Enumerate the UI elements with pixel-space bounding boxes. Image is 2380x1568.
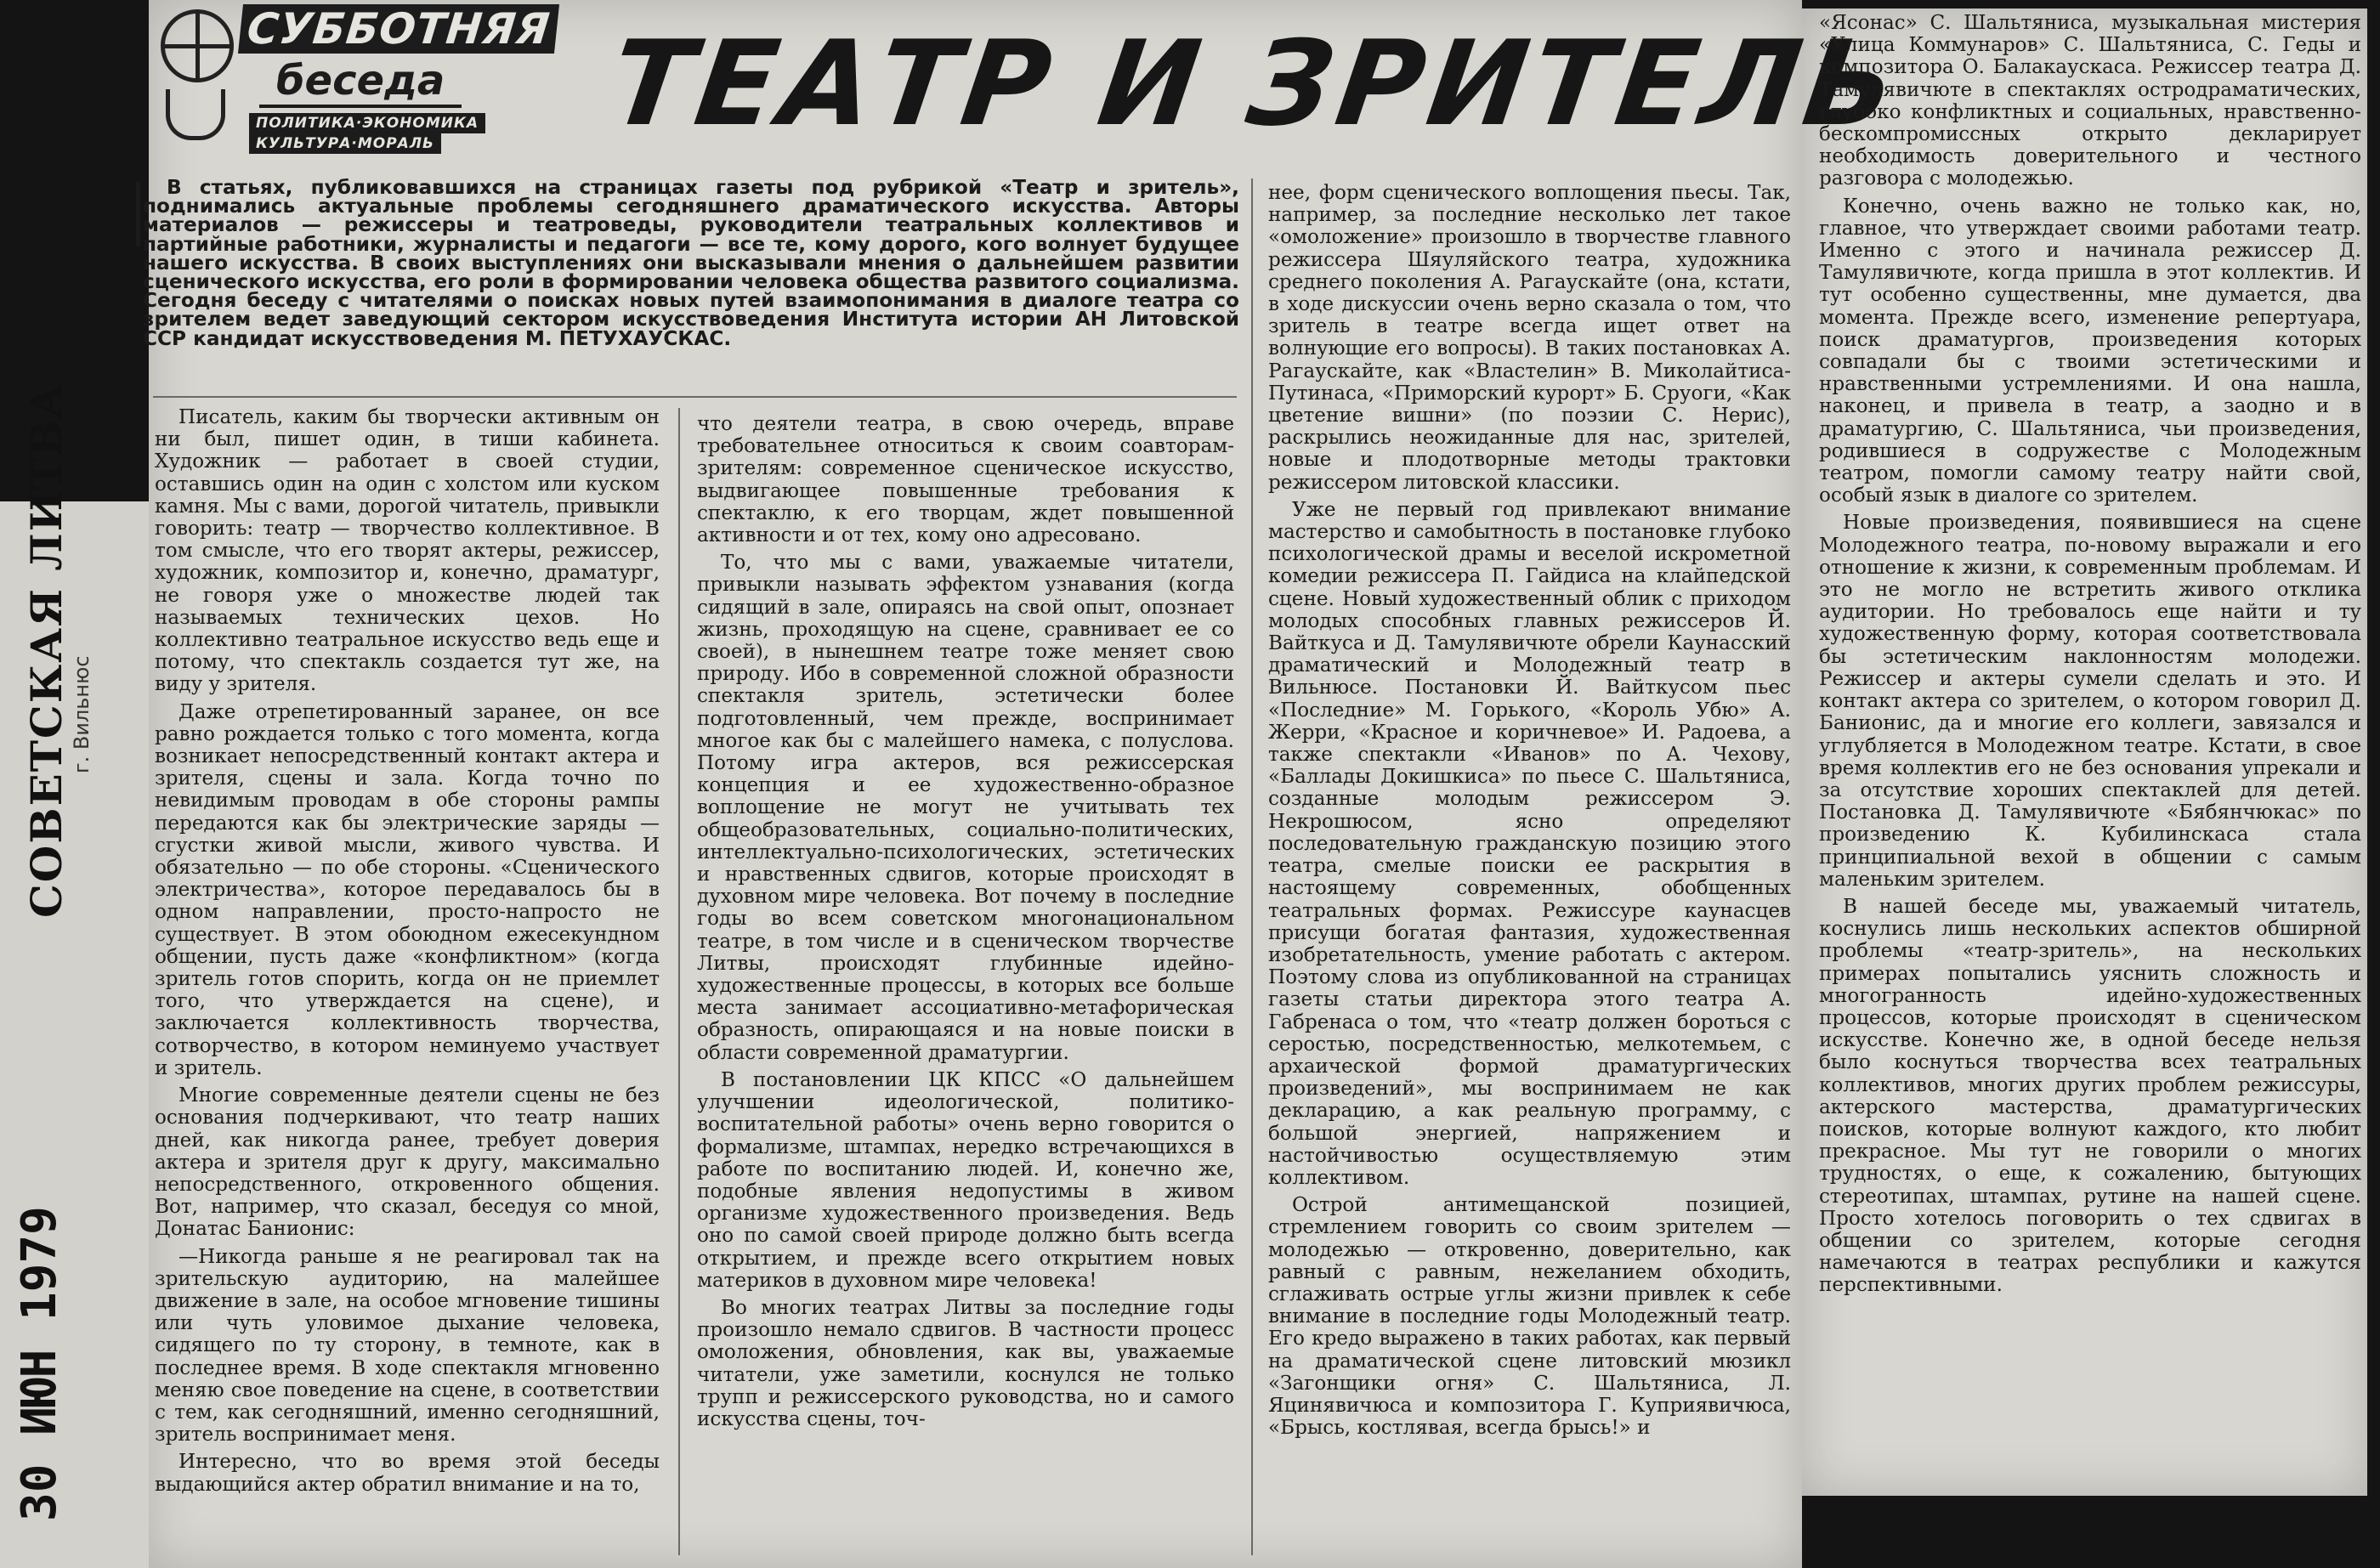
rubric-line-4: КУЛЬТУРА·МОРАЛЬ bbox=[249, 133, 441, 154]
newspaper-stamp bbox=[0, 382, 149, 1568]
column-rule bbox=[1251, 178, 1253, 1555]
column-rule bbox=[153, 396, 1237, 398]
paragraph: Уже не первый год привлекают внимание мастерство и самобытность в постановке глубоко психологической драмы и веселой искрометной комедии режиссера П. Гайдиса на клайпедской сцене. Новый художественный облик с приходом молодых способных главных режиссеров Й. Вайткуса и Д. Тамулявичюте обрели Каунасский драматический и Молодежный театр в Вильнюсе. Постановки Й. Вайткусом пьес «Последние» М. Горького, «Король Убю» А. Жерри, «Красное и коричневое» И. Радоева, а также спектакли «Иванов» по А. Чехову, «Баллады Докишкиса» по пьесе С. Шальтяниса, созданные молодым режиссером Э. Некрошюсом, ясно определяют последовательную гражданскую позицию этого театра, смелые поиски ее раскрытия в настоящему современных, обобщенных театральных формах. Режиссуре каунасцев присущи богатая фантазия, художественная изобретательность, умение работать с актером. Поэтому слова из опубликованной на страницах газеты статьи директора этого театра А. Габренаса о том, что «театр должен бороться с серостью, посредственностью, мелкотемьем, с архаической формой драматургических произведений», мы воспринимаем не как декларацию, а как реальную программу, с большой энергией, напряжением и настойчивостью осуществляемую этим коллективом. bbox=[1268, 498, 1791, 1189]
column-rule bbox=[678, 408, 680, 1555]
paragraph: Писатель, каким бы творчески активным он ни был, пишет один, в тиши кабинета. Художник — работает в своей студии, оставшись один на один с холстом или куском камня. Мы с вами, дорогой читатель, привыкли говорить: театр — творчество коллективное. В том смысле, что его творят актеры, режиссер, художник, композитор и, конечно, драматург, не говоря уже о множестве людей так называемых технических цехов. Но коллективно театральное искусство ведь еще и потому, что спектакль создается тут же, на виду у зрителя. bbox=[155, 406, 660, 696]
article-headline: ТЕАТР И ЗРИТЕЛЬ bbox=[602, 15, 1910, 152]
paragraph: нее, форм сценического воплощения пьесы. Так, например, за последние несколько лет такое «омоложение» произошло в творчестве главного режиссера Шяуляйского театра, художника среднего поколения А. Рагаускайте (она, кстати, в ходе дискуссии очень верно сказала о том, что зритель в театре всегда ищет ответ на волнующие его вопросы). В таких постановках А. Рагаускайте, как «Властелин» В. Миколайтиса-Путинаса, «Приморский курорт» Б. Сруоги, «Как цветение вишни» (по поэзии С. Нерис), раскрылись неожиданные для нас, зрителей, новые и плодотворные методы трактовки режиссером литовской классики. bbox=[1268, 182, 1791, 494]
paragraph: В постановлении ЦК КПСС «О дальнейшем улучшении идеологической, политико-воспитательной работы» очень верно говорится о формализме, штампах, нередко встречающихся в работе по воспитанию людей. И, конечно же, подобные явления недопустимы в живом организме художественного произведения. Ведь оно по самой своей природе должно быть всегда открытием, и прежде всего открытием новых материков в духовном мире человека! bbox=[697, 1068, 1234, 1292]
rubric-logo bbox=[157, 4, 552, 152]
paragraph: То, что мы с вами, уважаемые читатели, привыкли называть эффектом узнавания (когда сидящий в зале, опираясь на свой опыт, опознает жизнь, проходящую на сцене, сравнивает ее со своей), в нынешнем театре тоже меняет свою природу. Ибо в современной сложной образности спектакля зритель, эстетически более подготовленный, чем прежде, воспринимает многое как бы с малейшего намека, с полуслова. Потому игра актеров, вся режиссерская концепция и ее художественно-образное воплощение не могут не учитывать тех общеобразовательных, социально-политических, интеллектуально-психологических, эстетических и нравственных сдвигов, которые происходят в духовном мире человека. Вот почему в последние годы во всем советском многонациональном театре, в том числе и в сценическом творчестве Литвы, происходят глубинные идейно-художественные процессы, в которых все больше места занимает ассоциативно-метафорическая образность, опирающаяся и на новые поиски в области современной драматургии. bbox=[697, 552, 1234, 1064]
rubric-line-2: беседа bbox=[259, 57, 462, 108]
stamp-newspaper-title: СОВЕТСКАЯ ЛИТВА bbox=[21, 382, 71, 918]
paragraph: Интересно, что во время этой беседы выдающийся актер обратил внимание и на то, bbox=[155, 1451, 660, 1496]
book-icon bbox=[166, 89, 225, 140]
paragraph: Даже отрепетированный заранее, он все равно рождается только с того момента, когда возникает непосредственный контакт актера и зрителя, сцены и зала. Когда точно по невидимым проводам в обе стороны рампы передаются как бы электрические заряды — сгустки живой мысли, живого чувства. И обязательно — по обе стороны. «Сценического электричества», которое передавалось бы в одном направлении, просто-напросто не существует. В этом обоюдном ежесекундном общении, пусть даже «конфликтном» (когда зритель готов спорить, когда он не приемлет того, что утверждается на сцене), и заключается коллективность творчества, сотворчество, в котором неминуемо участвует и зритель. bbox=[155, 700, 660, 1079]
rubric-line-1: СУББОТНЯЯ bbox=[238, 4, 559, 54]
paragraph: —Никогда раньше я не реагировал так на зрительскую аудиторию, на малейшее движение в зале, на особое мгновение тишины или чуть уловимое дыхание человека, сидящего по ту сторону, в темноте, как в последнее время. В ходе спектакля мгновенно меняю свое поведение на сцене, в соответствии с тем, как сегодняшний, именно сегодняшний, зритель воспринимает меня. bbox=[155, 1245, 660, 1446]
paragraph: Многие современные деятели сцены не без основания подчеркивают, что театр наших дней, как никогда ранее, требует доверия актера и зрителя друг к другу, максимально непосредственного, откровенного общения. Вот, например, что сказал, беседуя со мной, Донатас Банионис: bbox=[155, 1084, 660, 1241]
paragraph: Во многих театрах Литвы за последние годы произошло немало сдвигов. В частности процесс омоложения, обновления, как вы, уважаемые читатели, уже заметили, коснулся не только трупп и режиссерского руководства, но и самого искусства сцены, точ- bbox=[697, 1296, 1234, 1430]
paragraph: «Ясонас» С. Шальтяниса, музыкальная мистерия «Улица Коммунаров» С. Шальтяниса, С. Геды и композитора О. Балакаускаса. Режиссер театра Д. Тамулявичюте в спектаклях остродраматических, глубоко конфликтных и социальных, нравственно-бескомпромиссных открыто декларирует необходимость доверительного и честного разговора с молодежью. bbox=[1819, 12, 2361, 190]
stamp-date: 30 ИЮН 1979 bbox=[12, 1206, 67, 1521]
globe-icon bbox=[161, 9, 234, 82]
article-column-1 bbox=[155, 406, 660, 1560]
paragraph: Конечно, очень важно не только как, но, главное, что утверждает своими работами театр. Именно с этого и начинала режиссер Д. Тамулявичюте, когда пришла в этот коллектив. И тут особенно существенны, мне думается, два момента. Прежде всего, изменение репертуара, поиск драматургов, произведения которых совпадали бы с твоими эстетическими и нравственными устремлениями. И она нашла, наконец, и привела в театр, а заодно и в драматургию, С. Шальтяниса, чьи произведения, родившиеся в содружестве с Молодежным театром, помогли самому театру найти свой, особый язык в диалоге со зрителем. bbox=[1819, 195, 2361, 507]
paragraph: Новые произведения, появившиеся на сцене Молодежного театра, по-новому выражали и его отношение к жизни, к современным проблемам. И это не могло не встретить живого отклика аудитории. Но требовалось еще найти и ту художественную форму, которая соответствовала бы эстетическим наклонностям молодежи. Режиссер и актеры сумели сделать и это. И контакт актера со зрителем, о котором говорил Д. Банионис, да и многие его коллеги, завязался и углубляется в Молодежном театре. Кстати, в свое время коллектив его не без основания упрекали и за отсутствие хороших спектаклей для детей. Постановка Д. Тамулявичюте «Бябянчюкас» по произведению К. Кубилинскаса стала принципиальной вехой в общении с самым маленьким зрителем. bbox=[1819, 512, 2361, 891]
article-column-3 bbox=[1268, 182, 1791, 1559]
stamp-city: г. Вильнюс bbox=[70, 655, 94, 773]
paragraph: В нашей беседе мы, уважаемый читатель, коснулись лишь нескольких аспектов обширной проблемы «театр-зритель», на нескольких примерах попытались уяснить сложность и многогранность идейно-художественных процессов, которые происходят в сценическом искусстве. Конечно же, в одной беседе нельзя было коснуться творчества всех театральных коллективов, многих других проблем режиссуры, актерского мастерства, драматургических поисков, которые волнуют каждого, кто любит прекрасное. Мы тут не говорили о многих трудностях, о еще, к сожалению, бытующих стереотипах, штампах, рутине на нашей сцене. Просто хотелось поговорить о тех сдвигах в общении со зрителем, которые сегодня намечаются в театрах республики и кажутся перспективными. bbox=[1819, 895, 2361, 1297]
article-column-4 bbox=[1819, 12, 2361, 1542]
paragraph: Острой антимещанской позицией, стремлением говорить со своим зрителем — молодежью — откровенно, доверительно, как равный с равным, нежеланием обходить, сглаживать острые углы жизни привлек к себе внимание в последние годы Молодежный театр. Его кредо выражено в таких работах, как первый на драматической сцене литовский мюзикл «Загонщики огня» С. Шальтяниса, Л. Яцинявичюса и композитора Г. Куприявичюса, «Брысь, костлявая, всегда брысь!» и bbox=[1268, 1194, 1791, 1440]
article-column-2 bbox=[697, 413, 1234, 1560]
paragraph: что деятели театра, в свою очередь, вправе требовательнее относиться к своим соавторам-зрителям: современное сценическое искусство, выдвигающее повышенные требования к спектаклю, к его творцам, ждет повышенной активности и от тех, кому оно адресовано. bbox=[697, 413, 1234, 547]
article-intro: В статьях, публиковавшихся на страницах газеты под рубрикой «Театр и зритель», поднимались актуальные проблемы сегодняшнего драматического искусства. Авторы материалов — режиссеры и театроведы, руководители театральных коллективов и партийные работники, журналисты и педагоги — все те, кому дорого, кого волнует будущее нашего искусства. В своих выступлениях они высказывали мнения о дальнейшем развитии сценического искусства, его роли в формировании человека общества развитого социализма. Сегодня беседу с читателями о поисках новых путей взаимопонимания в диалоге театра со зрителем ведет заведующий сектором искусствоведения Института истории АН Литовской ССР кандидат искусствоведения М. ПЕТУХАУСКАС. bbox=[143, 176, 1239, 350]
intro-marker bbox=[136, 182, 140, 246]
rubric-line-3: ПОЛИТИКА·ЭКОНОМИКА bbox=[249, 113, 485, 133]
